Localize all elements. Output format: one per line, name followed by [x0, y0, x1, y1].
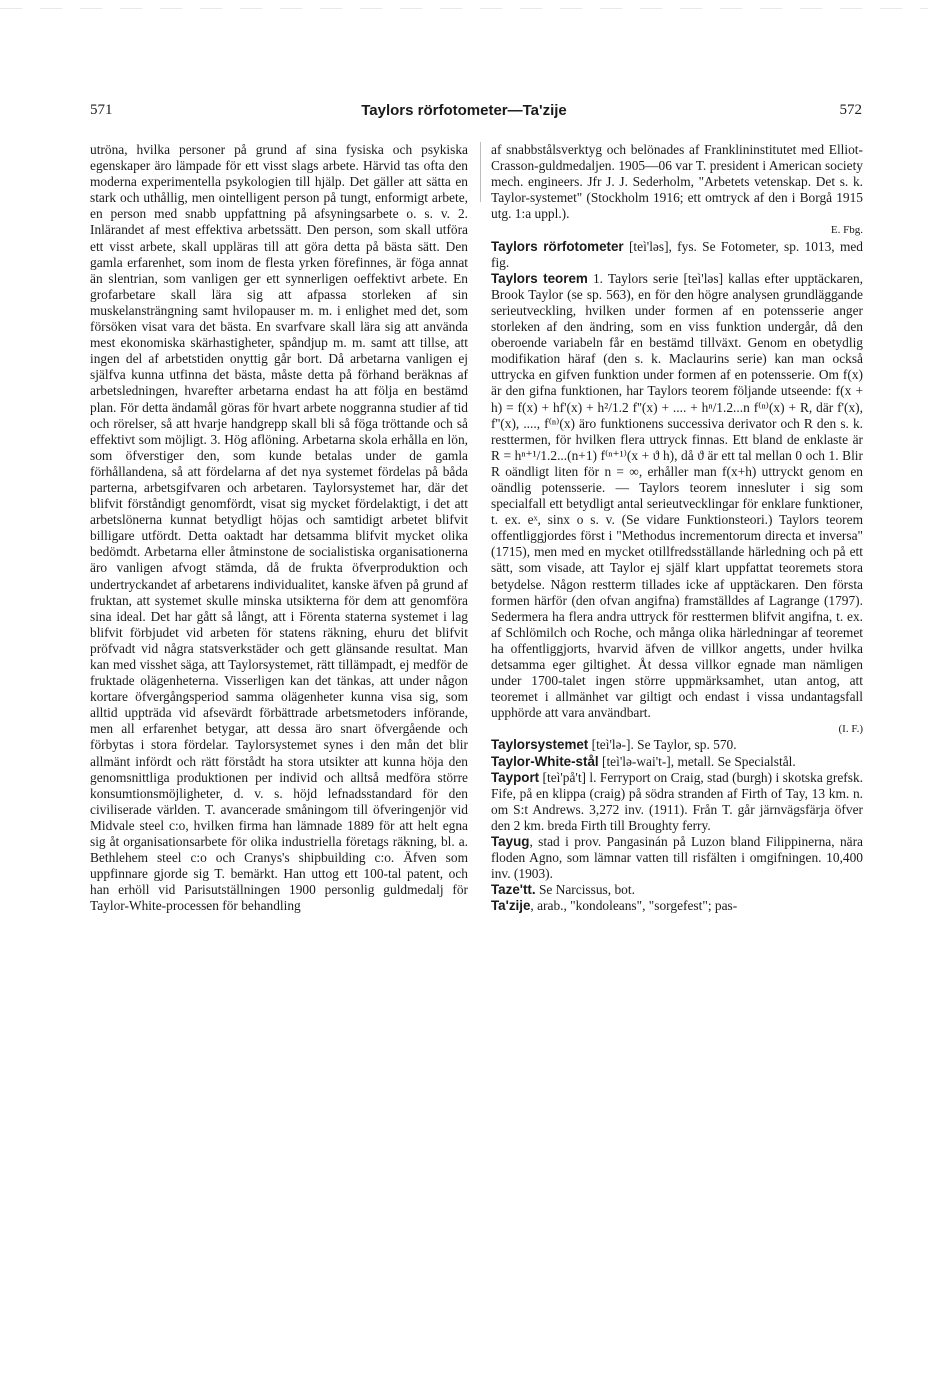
entry-headword: Taylors rörfotometer: [491, 238, 624, 254]
entry-taylors-teorem: [491, 271, 863, 738]
entry-taylor-continued: [491, 142, 863, 239]
entry-tazije: [491, 898, 863, 914]
entry-signature: E. Fbg.: [830, 224, 863, 237]
entry-tayug: [491, 834, 863, 882]
left-column-text: utröna, hvilka personer på grund af sina fysiska och psykiska egenskaper äro lämpade för ett visst slags arbete. Härvid tas ofta den moderna experimentella psykologien till hjälp. Det gäller att sätta en stark och uthållig, men ointelligent person på tungt, enformigt arbete, en person med snabb uppfattning på afsyningsarbete o. s. v. 2. Inlärandet af mest effektiva arbetssätt. Den person, som skall utföra ett visst arbete, skall uppläras till att göra detta på bästa sätt. Den gamla erfarenhet, som inom de flesta yrken förefinnes, är föga annat än slentrian, som vanligen ger ett synnerligen oeffektivt arbete. En grofarbetare skall lära sig att afpassa storleken af sin muskelansträngning samt hvilopauser m. m. i enlighet med det, som försöken visat vara det bästa. En svarfvare skall lära sig att använda mest ekonomiska skärhastigheter, spåndjup m. m. samt att tillse, att ingen del af arbetstiden onyttig går bort. Då arbetarna vanligen ej själfva kunna utfinna det bästa, måste detta på förhand beräknas af arbetsledningen, hvarefter arbetarna endast ha att följa en bestämd plan. För detta ändamål göras för hvart arbete noggranna studier af tid och rörelser, så att hvarje handgrepp skall bli så föga tröttande och så effektivt som möjligt. 3. Hög aflöning. Arbetarna skola erhålla en lön, som öfverstiger den, som kunde betalas under de gamla förhållandena, så att fördelarna af det nya systemet fördelas på båda parterna, arbetsgifvaren och arbetaren. Taylorsystemet har, där det blifvit förståndigt genomfördt, visat sig mycket fördelaktigt, i det att arbetslönerna kunnat betydligt höjas och samtidigt arbetet blifvit billigare utfördt. Detta oaktadt har detsamma blifvit mycket olika bedömdt. Arbetarna eller åtminstone de socialistiska organisationerna äro vanligen afvogt stämda, då de frukta öfverproduktion och undertryckandet af arbetarens individualitet, kanske äfven på grund af fruktan, att systemet skulle minska utsikterna för dem att genomföra sina ideal. Det har gått så långt, att i Förenta staterna systemet i lag blifvit förbjudet vid arbeten för statens räkning, ehuru det blifvit pröfvadt vid några statsverkstäder och gett glänsande resultat. Man kan med visshet säga, att Taylorsystemet, rätt tillämpadt, ej medför de fruktade olägenheterna. Visserligen kan det tänkas, att under någon kortare öfvergångsperiod samma olägenheter kunna visa sig, som alltid uppträda vid afsevärdt förbättrade arbetsmetoders införande, men all erfarenhet betygar, att dessa äro snart öfvergående och förbytas i stora fördelar. Taylorsystemet synes i den mån det blir allmänt infördt och rätt förstådt ha stora utsikter att kunna höja den genomsnittliga produktionen per individ och alltså medföra större konsumtionsmöjligheter, d. v. s. höjd lefnadsstandard för den civiliserade världen. T. avancerade småningom till öfveringenjör vid Midvale steel c:o, hvilken firma han lämnade 1889 för att helt egna sig åt organisationsarbete för olika industriella företags räkning, bl. a. Bethlehem steel c:o och Cranys's shipbuilding c:o. Äfven som uppfinnare gjorde sig T. bemärkt. Han uttog ett 100-tal patent, och han erhöll vid Parisutställningen 1900 personlig guldmedalj för Taylor-White-processen för behandling: [90, 142, 468, 914]
entry-headword: Taze'tt.: [491, 882, 536, 898]
page-header: [0, 102, 928, 122]
left-column: [90, 142, 468, 1374]
running-title: Taylors rörfotometer—Ta'zije: [361, 102, 567, 119]
entry-headword: Taylorsystemet: [491, 737, 589, 753]
column-divider: [480, 142, 481, 202]
entry-text: Se Narcissus, bot.: [535, 882, 635, 898]
page-number-left: 571: [90, 102, 113, 118]
entry-text: , stad i prov. Pangasinán på Luzon bland Filippinerna, nära floden Agno, som lämnar vatten till risfälten i omgifningen. 10,400 inv. (1903).: [491, 834, 863, 882]
entry-headword: Ta'zije: [491, 898, 531, 914]
entry-text: [teì'ləs], fys. Se Fotometer, sp. 1013, med fig.: [491, 238, 863, 270]
page-number-right: 572: [839, 102, 862, 118]
entry-headword: Tayug: [491, 834, 530, 850]
entry-text: [teì'på't] l. Ferryport on Craig, stad (burgh) i skotska grefsk. Fife, på en klippa (craig) på södra stranden af Firth of Tay, 13 km. n. om S:t Andrews. 3,272 inv. (1911). Från T. går järnvägsfärja öfver den 2 km. breda Firth till Broughty ferry.: [491, 769, 863, 833]
scan-edge-artifact: [0, 8, 928, 9]
entry-tayport: [491, 770, 863, 834]
entry-text: af snabbstålsverktyg och belönades af Franklininstitutet med Elliot-Crasson-guldmedaljen. 1905—06 var T. president i American society mech. engineers. Jfr J. J. Sederholm, "Arbetets vetenskap. Det s. k. Taylor-systemet" (Stockholm 1916; ett omtryck af den i Borgå 1915 utg. 1:a uppl.).: [491, 142, 863, 222]
right-column: [491, 142, 863, 1374]
entry-headword: Taylor-White-stål: [491, 753, 599, 769]
entry-taylorsystemet: [491, 737, 863, 753]
entry-taylor-white-stal: [491, 754, 863, 770]
entry-taylors-rorfotometer: [491, 239, 863, 271]
entry-headword: Taylors teorem: [491, 270, 588, 286]
entry-text: [teì'lə-]. Se Taylor, sp. 570.: [588, 737, 737, 753]
entry-text: 1. Taylors serie [teì'ləs] kallas efter upptäckaren, Brook Taylor (se sp. 563), en för den högre analysen grundläggande serieutveckling, hvilken under formen af en potensserie anger storleken af den ändring, som en viss funktion undergår, då den oberoende variabeln får en bestämd tillväxt. Genom en obetydlig modifikation häraf (den s. k. Maclaurins serie) kan man också uttrycka en gifven funktion under formen af en potensserie. Om f(x) är den gifna funktionen, har Taylors teorem följande utseende: f(x + h) = f(x) + hf'(x) + h²/1.2 f''(x) + .... + hⁿ/1.2...n f⁽ⁿ⁾(x) + R, där f'(x), f''(x), ...., f⁽ⁿ⁾(x) äro funktionens successiva derivator och R den s. k. resttermen, för hvilken flera uttryck finnas. Ett bland de enklaste är R = hⁿ⁺¹/1.2...(n+1) f⁽ⁿ⁺¹⁾(x + ϑ h), då ϑ är ett tal mellan 0 och 1. Blir R oändligt liten för n = ∞, erhåller man f(x+h) uttryckt genom en oändlig potensserie. — Taylors teorem innesluter i sig som specialfall ett betydligt antal serieutvecklingar för enklare funktioner, t. ex. eˣ, sinx o s. v. (Se vidare Funktionsteori.) Taylors teorem offentliggjordes först i "Methodus incrementorum directa et inversa" (1715), men med en mycket otillfredsställande härledning och på ett sätt, som visade, att Taylor ej själf klart uppfattat teoremets stora betydelse. Någon restterm tillades icke af upptäckaren. Den första formen härför (den ofvan angifna) framställdes af Lagrange (1797). Sedermera ha flera andra uttryck för resttermen blifvit angifna, t. ex. af Schlömilch och Roche, och många olika härledningar af teoremet ha offentliggjorts, hvarvid äfven de villkor angetts, under hvilka detsamma eger giltighet. Åt dessa villkor egnade man nämligen under 1700-talet ingen större uppmärksamhet, utan antog, att teoremet i allmänhet var giltigt och endast i vissa undantagsfall upphörde att vara användbart.: [491, 270, 863, 721]
entry-signature: (I. F.): [838, 723, 863, 736]
entry-text: , arab., "kondoleans", "sorgefest"; pas-: [530, 898, 738, 914]
entry-text: [teì'lə-wai't-], metall. Se Specialstål.: [598, 753, 796, 769]
entry-tazett: [491, 882, 863, 898]
entry-headword: Tayport: [491, 769, 540, 785]
